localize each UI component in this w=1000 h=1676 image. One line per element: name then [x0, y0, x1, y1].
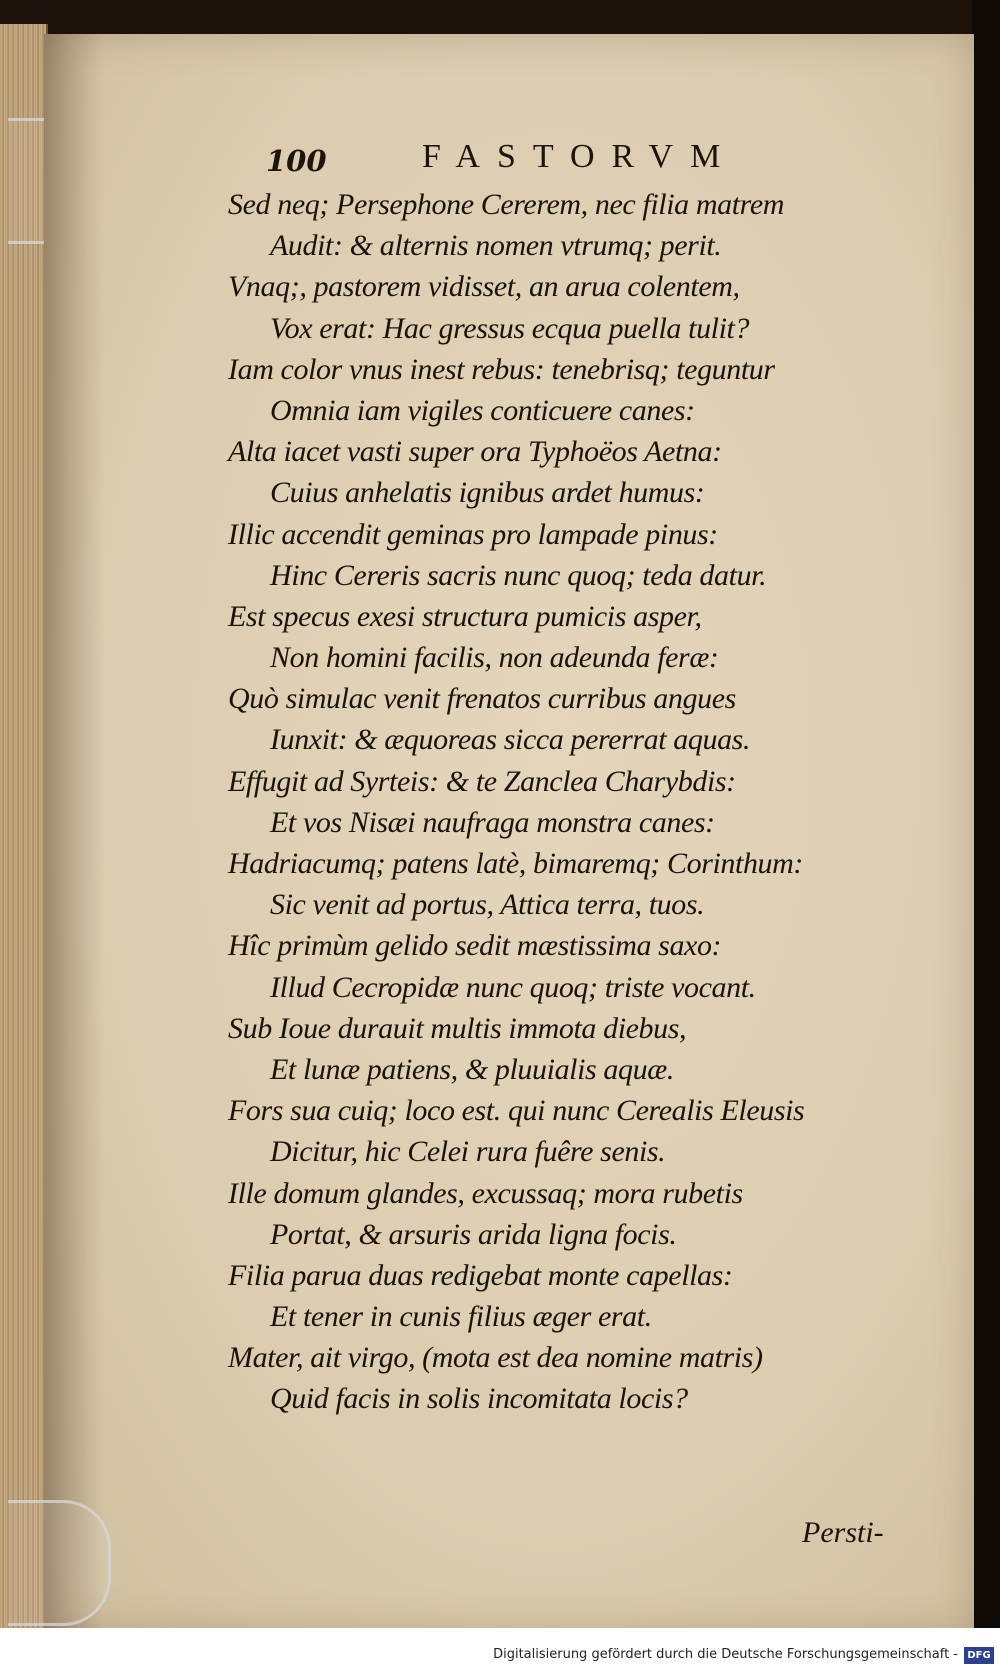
verse-text-block [44, 184, 974, 1420]
verse-line: Effugit ad Syrteis: & te Zanclea Charybdis: [228, 764, 736, 798]
verse-line: Illic accendit geminas pro lampade pinus: [228, 517, 718, 551]
verse-line: Et tener in cunis filius æger erat. [270, 1300, 652, 1334]
verse-line: Illud Cecropidæ nunc quoq; triste vocant. [270, 970, 756, 1004]
verse-line: Non homini facilis, non adeunda feræ: [270, 641, 719, 675]
running-title: FASTORVM [422, 138, 738, 175]
scan-background-top [0, 0, 1000, 38]
page-number: 100 [266, 144, 327, 178]
footer-credit: Digitalisierung gefördert durch die Deutsche Forschungsgemeinschaft - [493, 1647, 958, 1662]
verse-line: Dicitur, hic Celei rura fuêre senis. [270, 1135, 666, 1169]
verse-line: Ille domum glandes, excussaq; mora rubetis [228, 1176, 743, 1210]
verse-line: Cuius anhelatis ignibus ardet humus: [270, 476, 705, 510]
verse-line: Vox erat: Hac gressus ecqua puella tulit? [270, 311, 750, 345]
verse-line: Sub Ioue durauit multis immota diebus, [228, 1011, 687, 1045]
verse-line: Fors sua cuiq; loco est. qui nunc Cerealis Eleusis [228, 1094, 805, 1128]
verse-line: Hinc Cereris sacris nunc quoq; teda datur. [270, 558, 767, 592]
verse-line: Et lunæ patiens, & pluuialis aquæ. [270, 1052, 674, 1086]
verse-line: Alta iacet vasti super ora Typhoëos Aetna: [228, 435, 722, 469]
verse-line: Portat, & arsuris arida ligna focis. [270, 1217, 677, 1251]
verse-line: Omnia iam vigiles conticuere canes: [270, 393, 695, 427]
verse-line: Hadriacumq; patens latè, bimaremq; Corinthum: [228, 847, 803, 880]
verse-line: Quid facis in solis incomitata locis? [270, 1382, 688, 1416]
verse-line: Et vos Nisæi naufraga monstra canes: [270, 805, 715, 839]
verse-line: Sed neq; Persephone Cererem, nec filia matrem [228, 188, 784, 221]
digitization-footer [0, 1628, 1000, 1676]
book-fore-edge [0, 24, 48, 1634]
verse-line: Mater, ait virgo, (mota est dea nomine matris) [228, 1341, 763, 1375]
verse-line: Filia parua duas redigebat monte capellas: [228, 1258, 733, 1292]
book-page [44, 34, 974, 1632]
catchword: Persti- [802, 1516, 884, 1549]
verse-line: Hîc primùm gelido sedit mæstissima saxo: [228, 929, 722, 963]
dfg-logo: DFG [964, 1647, 994, 1664]
verse-line: Vnaq;, pastorem vidisset, an arua colentem, [228, 270, 740, 304]
verse-line: Est specus exesi structura pumicis asper, [228, 599, 702, 633]
verse-line: Quò simulac venit frenatos curribus angues [228, 682, 736, 716]
verse-line: Sic venit ad portus, Attica terra, tuos. [270, 888, 705, 922]
page-header [44, 138, 974, 188]
page-clip-bottom [8, 1500, 111, 1626]
verse-line: Iam color vnus inest rebus: tenebrisq; teguntur [228, 352, 775, 386]
verse-line: Iunxit: & æquoreas sicca pererrat aquas. [270, 723, 751, 757]
verse-line: Audit: & alternis nomen vtrumq; perit. [270, 229, 722, 263]
